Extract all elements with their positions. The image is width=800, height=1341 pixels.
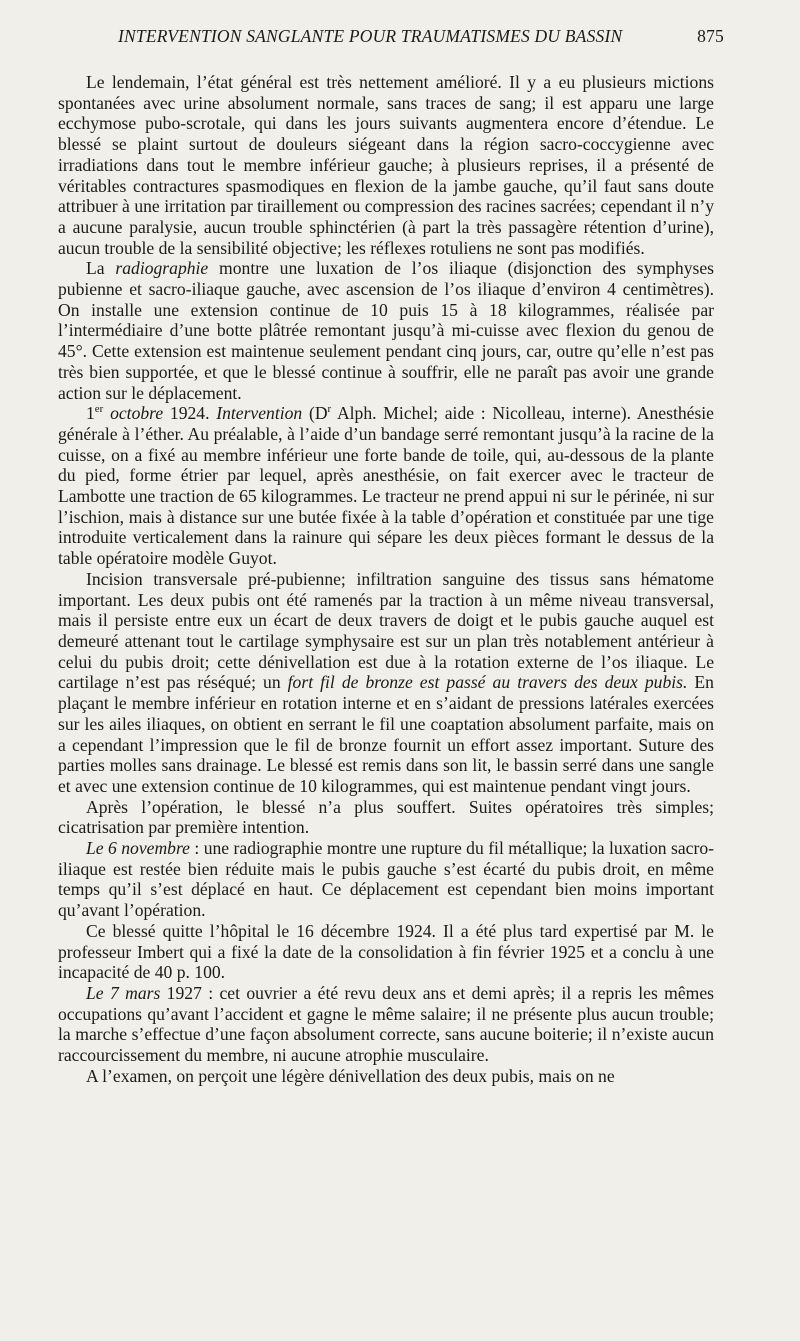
paragraph-text: montre une luxation de l’os iliaque (disjonction des symphyses pubienne et sacro-iliaque gauche, avec ascension de l’os iliaque d’environ 4 centimètres). On installe une extension continue de 10 puis 15 à 18 kilogrammes, réalisée par l’intermédiaire d’une botte plâtrée remontant jusqu’à mi-cuisse avec flexion du genou de 45°. Cette extension est maintenue seulement pendant cinq jours, car, outre qu’elle n’est pas très bien supportée, et que le blessé continue à souffrir, elle ne paraît pas avoir une grande action sur le déplacement. [58, 258, 714, 403]
date-number: 1 [86, 403, 95, 424]
paragraph-text: Le lendemain, l’état général est très nettement amélioré. Il y a eu plusieurs mictions spontanées avec urine absolument normale, sans traces de sang; il est apparu une large ecchymose pubo-scrotale, qui dans les jours suivants augmentera encore d’étendue. Le blessé se plaint surtout de douleurs siégeant dans la région sacro-coccygienne avec irradiations dans tout le membre inférieur gauche; à plusieurs reprises, il a présenté de véritables contractures spasmodiques en flexion de la jambe gauche, qu’il faut sans doute attribuer à une irritation par tiraillement ou compression des racines sacrées; cependant il n’y a aucune paralysie, aucun trouble sphinctérien (à part la très passagère rétention d’urine), aucun trouble de la sensibilité objective; les réflexes rotuliens ne sont pas modifiés. [58, 72, 714, 258]
paragraph-text: 1924. [163, 403, 217, 424]
paragraph-7 [58, 921, 714, 983]
paragraph-2 [58, 258, 714, 403]
paragraph-6 [58, 838, 714, 921]
italic-phrase: fort fil de bronze est passé au travers des deux pubis. [287, 672, 688, 693]
paragraph-text: En plaçant le membre inférieur en rotation interne et en s’aidant de pressions latérales exercées sur les ailes iliaques, on obtient en serrant le fil une coaptation absolument parfaite, mais on a cependant l’impression que le fil de bronze fournit un effort assez important. Suture des parties molles sans drainage. Le blessé est remis dans son lit, le bassin serré dans une sangle et avec une extension continue de 10 kilogrammes, qui est maintenue pendant vingt jours. [58, 672, 714, 796]
paragraph-text: Alph. Michel; aide : Nicolleau, interne). Anesthésie générale à l’éther. Au préalable, à l’aide d’un bandage serré remontant jusqu’à la racine de la cuisse, on a fixé au membre inférieur une forte bande de toile, qui, au-dessous de la plante du pied, forme étrier par lequel, après anesthésie, on fait exercer avec le tracteur de Lambotte une traction de 65 kilogrammes. Le tracteur ne prend appui ni sur le périnée, ni sur l’ischion, mais à distance sur une butée fixée à la table d’opération et constituée par une tige introduite verticalement dans la rainure qui sépare les deux pièces formant le dessus de la table opératoire modèle Guyot. [58, 403, 714, 569]
italic-date: Le 7 mars [86, 982, 161, 1003]
paragraph-text: Après l’opération, le blessé n’a plus souffert. Suites opératoires très simples; cicatrisation par première intention. [58, 796, 714, 838]
paragraph-text: (D [302, 403, 328, 424]
paragraph-3 [58, 403, 714, 569]
paragraph-text: La [86, 258, 116, 279]
paragraph-text: : une radiographie montre une rupture du fil métallique; la luxation sacro-iliaque est restée bien réduite mais le pubis gauche s’est écarté du pubis droit, en même temps qu’il s’est déplacé en haut. Ce déplacement est cependant bien moins important qu’avant l’opération. [58, 838, 715, 921]
paragraph-1 [58, 72, 714, 258]
paragraph-8 [58, 983, 714, 1066]
article-body [58, 72, 714, 1086]
running-title: INTERVENTION SANGLANTE POUR TRAUMATISMES DU BASSIN [118, 26, 623, 46]
italic-term: radiographie [115, 258, 209, 279]
superscript: r [327, 403, 332, 416]
paragraph-text: A l’examen, on perçoit une légère dénivellation des deux pubis, mais on ne [86, 1065, 615, 1086]
italic-date: Le 6 novembre [86, 838, 190, 859]
paragraph-5 [58, 797, 714, 838]
paragraph-text: 1927 : cet ouvrier a été revu deux ans et demi après; il a repris les mêmes occupations qu’avant l’accident et gagne le même salaire; il ne présente plus aucun trouble; la marche s’effectue d’une façon absolument correcte, sans aucune boiterie; il n’existe aucun raccourcissement du membre, ni aucune atrophie musculaire. [58, 982, 714, 1066]
italic-heading: Intervention [216, 403, 303, 424]
italic-date: octobre [103, 403, 164, 424]
paragraph-9 [58, 1066, 714, 1087]
paragraph-text: Incision transversale pré-pubienne; infiltration sanguine des tissus sans hématome important. Les deux pubis ont été ramenés par la traction à un même niveau transversal, mais il persiste entre eux un écart de deux travers de doigt et le pubis gauche auquel est demeuré attenant tout le cartilage symphysaire est sur un plan très notablement antérieur à celui du pubis droit; cette dénivellation est due à la rotation externe de l’os iliaque. Le cartilage n’est pas réséqué; un [58, 568, 714, 693]
paragraph-text: Ce blessé quitte l’hôpital le 16 décembre 1924. Il a été plus tard expertisé par M. le professeur Imbert qui a fixé la date de la consolidation à fin février 1925 et a conclu à une incapacité de 40 p. 100. [58, 920, 714, 983]
paragraph-4 [58, 569, 714, 797]
superscript: er [94, 403, 104, 416]
running-header [118, 26, 724, 47]
page-number: 875 [697, 26, 724, 46]
